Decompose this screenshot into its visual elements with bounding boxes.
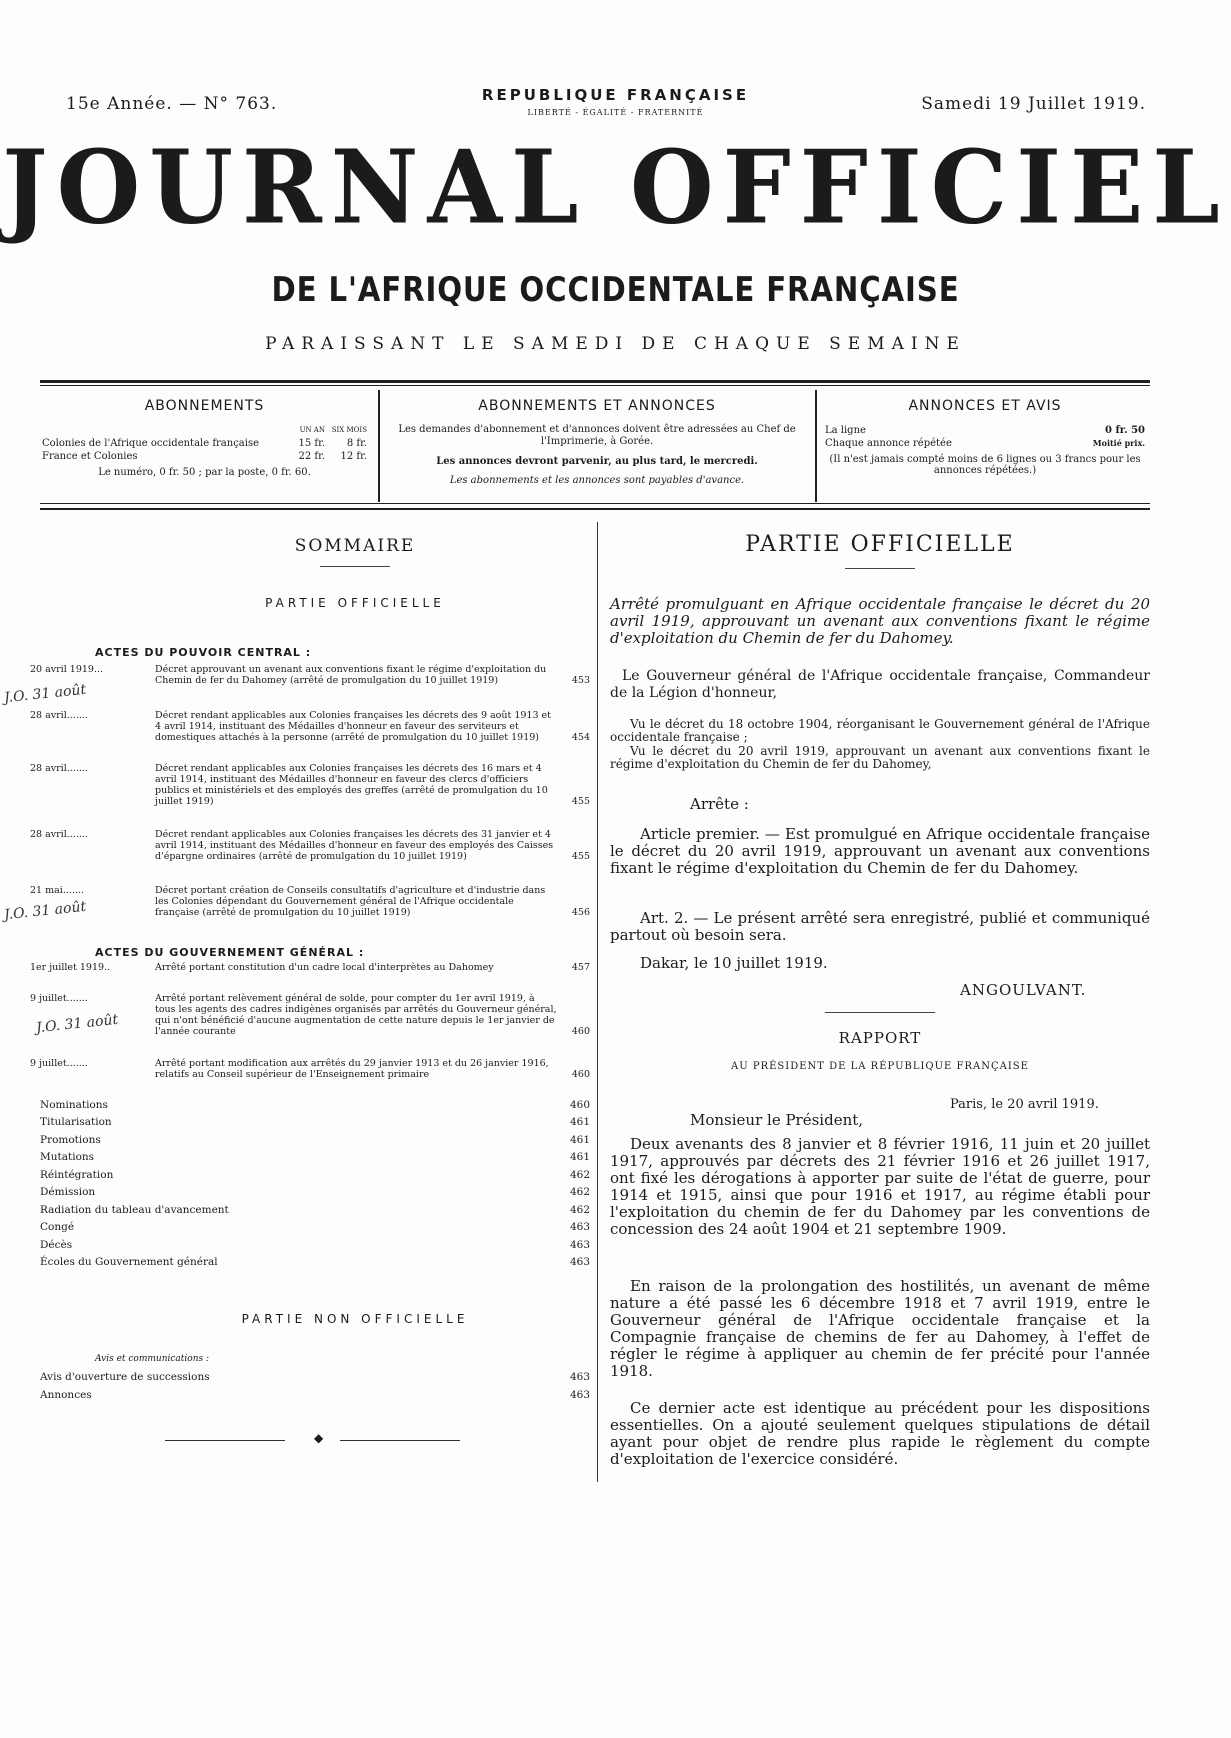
rapport-date: Paris, le 20 avril 1919. xyxy=(950,1097,1099,1112)
entry-text: Décret portant création de Conseils consultatifs d'agriculture et d'industrie dans les Colonies dépendant du Gouvernement général de l'Afrique occidentale française (arrêté de promulgation du 10 juillet 1919) xyxy=(155,885,546,918)
handwritten-note: J.O. 31 août xyxy=(3,898,87,924)
entry-text: Arrêté portant relèvement général de solde, pour compter du 1er avril 1919, à tous les agents des cadres indigènes organisés par arrêtés du Gouverneur général, qui n'ont bénéficié d'aucune augmentation de cette nature depuis le 1er janvier de l'année courante xyxy=(155,993,557,1037)
ads-heading: ANNONCES ET AVIS xyxy=(908,398,1062,414)
signature: ANGOULVANT. xyxy=(960,981,1087,999)
index-label: Nominations xyxy=(40,1099,108,1111)
entry-date: 9 juillet....... xyxy=(30,1058,88,1069)
entry-page: 456 xyxy=(571,907,590,918)
entry-date: 28 avril....... xyxy=(30,763,88,774)
governor-line: Le Gouverneur général de l'Afrique occidentale française, Commandeur de la Légion d'honneur, xyxy=(610,668,1150,701)
entry-text: Décret approuvant un avenant aux conventions fixant le régime d'exploitation du Chemin de fer du Dahomey (arrêté de promulgation du 10 juillet 1919) xyxy=(155,664,547,686)
actes-pouvoir-central-heading: ACTES DU POUVOIR CENTRAL : xyxy=(95,646,312,659)
column-divider xyxy=(597,522,598,1482)
entry-page: 454 xyxy=(571,732,590,743)
entry-page: 455 xyxy=(571,851,590,862)
index-item xyxy=(40,1187,590,1198)
index-page: 463 xyxy=(569,1239,590,1251)
rapport-paragraph-3: Ce dernier acte est identique au précédent pour les dispositions essentielles. On a ajouté seulement quelques stipulations de détail ayant pour objet de rendre plus rapide le règlement du compte d'exploitation de l'exercice considéré. xyxy=(610,1399,1150,1468)
index-page: 461 xyxy=(569,1116,590,1128)
entry-date: 1er juillet 1919.. xyxy=(30,962,111,973)
subscription-row-france xyxy=(42,450,367,463)
salutation: Monsieur le Président, xyxy=(690,1111,864,1129)
ads-row1-label: La ligne xyxy=(825,425,866,436)
entry-date: 28 avril....... xyxy=(30,829,88,840)
avis-page: 463 xyxy=(569,1389,590,1401)
motto: LIBERTÉ - ÉGALITÉ - FRATERNITÉ xyxy=(527,108,704,117)
index-item xyxy=(40,1257,590,1268)
partie-officielle-rule xyxy=(845,568,915,569)
partie-non-officielle-heading: PARTIE NON OFFICIELLE xyxy=(241,1312,469,1326)
index-page: 460 xyxy=(569,1099,590,1111)
index-label: Radiation du tableau d'avancement xyxy=(40,1204,229,1216)
header-rule-thin xyxy=(40,385,1150,386)
index-page: 462 xyxy=(569,1204,590,1216)
subscriptions-ads-heading: ABONNEMENTS ET ANNONCES xyxy=(478,398,716,414)
vu-1: Vu le décret du 18 octobre 1904, réorganisant le Gouvernement général de l'Afrique occidentale française ; xyxy=(610,717,1150,744)
payment-note: Les abonnements et les annonces sont payables d'avance. xyxy=(449,475,745,486)
ornament-right xyxy=(340,1440,460,1441)
rapport-paragraph-2: En raison de la prolongation des hostilités, un avenant de même nature a été passé les 6 décembre 1918 et 7 avril 1919, entre le Gouverneur général de l'Afrique occidentale française et la Compagnie française de chemins de fer au Dahomey, à l'effet de régler le régime à appliquer au chemin de fer précité pour l'année 1918. xyxy=(610,1277,1150,1380)
avis-item xyxy=(40,1390,590,1401)
row1-label: Colonies de l'Afrique occidentale française xyxy=(42,438,260,449)
sommaire-rule xyxy=(320,566,390,567)
ads-row-repeat xyxy=(825,437,1145,450)
sommaire-entry xyxy=(30,710,590,743)
index-page: 462 xyxy=(569,1169,590,1181)
index-page: 462 xyxy=(569,1186,590,1198)
index-label: Titularisation xyxy=(40,1116,112,1128)
box-divider-1 xyxy=(378,390,380,502)
vu-2: Vu le décret du 20 avril 1919, approuvant un avenant aux conventions fixant le régime d'exploitation du Chemin de fer du Dahomey, xyxy=(610,744,1150,771)
entry-date: 9 juillet....... xyxy=(30,993,88,1004)
arrete-word: Arrête : xyxy=(690,795,749,813)
avis-item xyxy=(40,1372,590,1383)
rapport-recipient: AU PRÉSIDENT DE LA RÉPUBLIQUE FRANÇAISE xyxy=(731,1061,1029,1072)
index-label: Réintégration xyxy=(40,1169,114,1181)
ads-deadline: Les annonces devront parvenir, au plus tard, le mercredi. xyxy=(436,456,758,467)
row2-six: 12 fr. xyxy=(340,451,367,462)
journal-tagline: PARAISSANT LE SAMEDI DE CHAQUE SEMAINE xyxy=(265,334,966,354)
subscriptions-ads-box xyxy=(388,392,806,500)
sommaire-entry xyxy=(30,885,590,918)
index-label: Décès xyxy=(40,1239,73,1251)
partie-officielle-title: PARTIE OFFICIELLE xyxy=(745,532,1015,557)
entry-page: 453 xyxy=(571,675,590,686)
sommaire-entry xyxy=(30,664,590,686)
sommaire-entry xyxy=(30,829,590,862)
issue-number: 15e Année. — N° 763. xyxy=(66,94,278,114)
subscriptions-head-row xyxy=(42,424,367,437)
issue-date: Samedi 19 Juillet 1919. xyxy=(921,94,1146,114)
index-item xyxy=(40,1205,590,1216)
row1-six: 8 fr. xyxy=(346,438,367,449)
index-page: 463 xyxy=(569,1221,590,1233)
row2-label: France et Colonies xyxy=(42,451,138,462)
row2-year: 22 fr. xyxy=(298,451,325,462)
box-rule-bottom-thick xyxy=(40,508,1150,510)
subscription-row-colonies xyxy=(42,437,367,450)
index-item xyxy=(40,1152,590,1163)
row1-year: 15 fr. xyxy=(298,438,325,449)
entry-date: 28 avril....... xyxy=(30,710,88,721)
index-item xyxy=(40,1222,590,1233)
sommaire-entry xyxy=(30,763,590,807)
head-year: UN AN xyxy=(299,426,325,434)
entry-page: 460 xyxy=(571,1069,590,1080)
place-date: Dakar, le 10 juillet 1919. xyxy=(640,954,828,972)
republic-heading: REPUBLIQUE FRANÇAISE xyxy=(481,86,750,104)
requests-address: Les demandes d'abonnement et d'annonces doivent être adressées au Chef de l'Imprimerie, à Gorée. xyxy=(398,424,796,447)
signature-rule xyxy=(825,1012,935,1013)
entry-text: Décret rendant applicables aux Colonies françaises les décrets des 31 janvier et 4 avril 1914, instituant des Médailles d'honneur en faveur des employés des Caisses d'épargne ordinaires (arrêté de promulgation du 10 juillet 1919) xyxy=(155,829,554,862)
avis-page: 463 xyxy=(569,1371,590,1383)
sommaire-entry xyxy=(30,962,590,973)
index-label: Congé xyxy=(40,1221,75,1233)
rapport-paragraph-1: Deux avenants des 8 janvier et 8 février 1916, 11 juin et 20 juillet 1917, approuvés par décrets des 21 février 1916 et 26 juillet 1917, ont fixé les dérogations à apporter par suite de l'état de guerre, pour 1914 et 1915, ainsi que pour 1916 et 1917, au régime établi pour l'exploitation du chemin de fer du Dahomey par les conventions de concession des 24 août 1904 et 21 septembre 1909. xyxy=(610,1135,1150,1238)
article-2: Art. 2. — Le présent arrêté sera enregistré, publié et communiqué partout où besoin sera. xyxy=(610,909,1150,944)
entry-text: Arrêté portant modification aux arrêtés du 29 janvier 1913 et du 26 janvier 1916, relatifs au Conseil supérieur de l'Enseignement primaire xyxy=(155,1058,549,1080)
avis-label: Annonces xyxy=(40,1389,92,1401)
index-label: Mutations xyxy=(40,1151,95,1163)
avis-heading: Avis et communications : xyxy=(95,1354,210,1364)
box-rule-bottom xyxy=(40,503,1150,504)
actes-gouvernement-general-heading: ACTES DU GOUVERNEMENT GÉNÉRAL : xyxy=(95,946,365,959)
entry-date: 21 mai....... xyxy=(30,885,84,896)
header-rule-top xyxy=(40,380,1150,383)
sommaire-entry xyxy=(30,1058,590,1080)
entry-page: 457 xyxy=(571,962,590,973)
index-page: 463 xyxy=(569,1256,590,1268)
box-divider-2 xyxy=(815,390,817,502)
journal-subtitle: DE L'AFRIQUE OCCIDENTALE FRANÇAISE xyxy=(271,270,960,310)
entry-page: 460 xyxy=(571,1026,590,1037)
index-item xyxy=(40,1100,590,1111)
handwritten-note: J.O. 31 août xyxy=(35,1011,119,1037)
ads-box xyxy=(825,392,1145,500)
ads-row2-label: Chaque annonce répétée xyxy=(825,438,952,449)
ads-row-line xyxy=(825,424,1145,437)
index-label: Promotions xyxy=(40,1134,101,1146)
handwritten-note: J.O. 31 août xyxy=(3,681,87,707)
entry-text: Décret rendant applicables aux Colonies françaises les décrets des 16 mars et 4 avril 1914, instituant des Médailles d'honneur en faveur des clercs d'officiers publics et ministériels et des employés des greffes (arrêté de promulgation du 10 juillet 1919) xyxy=(155,763,548,807)
index-label: Écoles du Gouvernement général xyxy=(40,1256,218,1268)
entry-text: Arrêté portant constitution d'un cadre local d'interprètes au Dahomey xyxy=(155,962,494,973)
single-issue-price: Le numéro, 0 fr. 50 ; par la poste, 0 fr. 60. xyxy=(98,467,311,478)
entry-date: 20 avril 1919... xyxy=(30,664,104,675)
index-item xyxy=(40,1240,590,1251)
index-item xyxy=(40,1170,590,1181)
head-six: SIX MOIS xyxy=(331,426,367,434)
index-item xyxy=(40,1117,590,1128)
index-label: Démission xyxy=(40,1186,96,1198)
article-premier: Article premier. — Est promulgué en Afrique occidentale française le décret du 20 avril 1919, approuvant un avenant aux conventions fixant le régime d'exploitation du Chemin de fer du Dahomey. xyxy=(610,825,1150,877)
index-page: 461 xyxy=(569,1134,590,1146)
sommaire-title: SOMMAIRE xyxy=(294,536,416,556)
ads-row2-val: Moitié prix. xyxy=(1092,438,1145,448)
entry-text: Décret rendant applicables aux Colonies françaises les décrets des 9 août 1913 et 4 avril 1914, instituant des Médailles d'honneur en faveur des serviteurs et domestiques attachés à la personne (arrêté de promulgation du 10 juillet 1919) xyxy=(155,710,551,743)
ads-row1-val: 0 fr. 50 xyxy=(1105,425,1145,436)
ornament-left xyxy=(165,1440,285,1441)
avis-label: Avis d'ouverture de successions xyxy=(40,1371,210,1383)
journal-title: JOURNAL OFFICIEL xyxy=(2,128,1229,247)
arrete-title: Arrêté promulguant en Afrique occidentale française le décret du 20 avril 1919, approuvant un avenant aux conventions fixant le régime d'exploitation du Chemin de fer du Dahomey. xyxy=(610,595,1150,647)
subscriptions-box xyxy=(42,392,367,500)
index-page: 461 xyxy=(569,1151,590,1163)
index-item xyxy=(40,1135,590,1146)
ornament-diamond-icon: ◆ xyxy=(314,1431,324,1445)
ads-note: (Il n'est jamais compté moins de 6 lignes ou 3 francs pour les annonces répétées.) xyxy=(829,454,1141,476)
entry-page: 455 xyxy=(571,796,590,807)
sommaire-partie-officielle: PARTIE OFFICIELLE xyxy=(265,596,445,610)
subscriptions-heading: ABONNEMENTS xyxy=(144,398,265,414)
rapport-heading: RAPPORT xyxy=(838,1029,922,1047)
